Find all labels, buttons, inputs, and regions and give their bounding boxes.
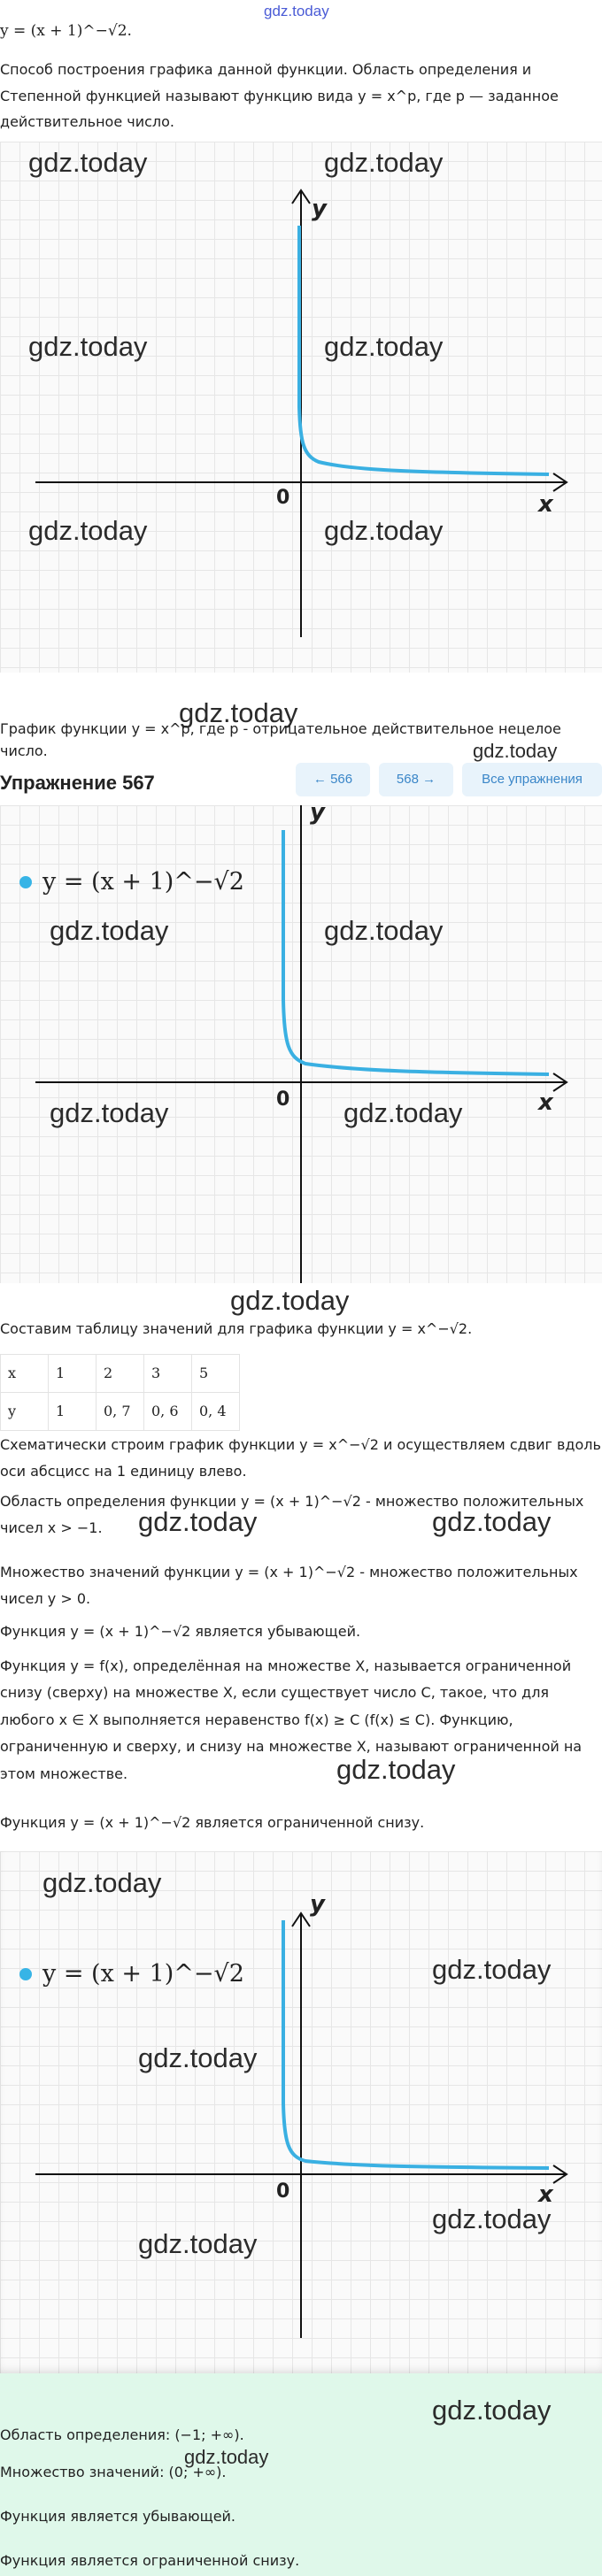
watermark: gdz.today xyxy=(432,1506,552,1537)
solution-paragraph: Функция y = (x + 1)^−√2 является убывающей. xyxy=(0,1623,361,1640)
watermark: gdz.today xyxy=(138,2042,258,2073)
table-cell: 0, 4 xyxy=(192,1393,240,1431)
solution-paragraph: Множество значений функции y = (x + 1)^−√2 - множество положительных чисел y > 0. xyxy=(0,1564,578,1607)
y-axis-label: y xyxy=(310,799,325,826)
watermark: gdz.today xyxy=(138,1506,258,1537)
watermark: gdz.today xyxy=(324,331,444,362)
solution-paragraph: Схематически строим график функции y = x^−√2 и осуществляем сдвиг вдоль оси абсцисс на 1 единицу влево. xyxy=(0,1436,601,1480)
theory-paragraph: Способ построения графика данной функции. Область определения и Степенной функцией называют функцию вида y = x^p, где p — заданное действительное число. xyxy=(0,61,559,131)
arrow-left-icon: ← xyxy=(313,772,331,788)
graph-legend: y = (x + 1)^−√2 xyxy=(42,868,244,896)
exercise-title: Упражнение 567 xyxy=(0,772,155,794)
exercise-header xyxy=(0,761,602,804)
watermark: gdz.today xyxy=(336,1754,456,1785)
answer-decreasing: Функция является убывающей. xyxy=(0,2508,236,2525)
prev-exercise-button[interactable]: ← 566 xyxy=(296,763,370,796)
watermark: gdz.today xyxy=(50,915,169,946)
watermark: gdz.today xyxy=(432,1954,552,1985)
all-exercises-button[interactable]: Все упражнения xyxy=(462,763,602,796)
answer-range: Множество значений: (0; +∞). xyxy=(0,2464,227,2480)
watermark: gdz.today xyxy=(432,2203,552,2234)
table-header-cell: y xyxy=(1,1393,49,1431)
graph-caption: График функции y = x^p, где p - отрицательное действительное нецелое число. xyxy=(0,720,561,759)
x-axis-label: x xyxy=(538,491,553,518)
watermark: gdz.today xyxy=(324,515,444,546)
table-row xyxy=(1,1355,240,1393)
legend-dot-icon xyxy=(19,1968,32,1980)
x-axis-label: x xyxy=(538,2181,553,2208)
exercise-graph xyxy=(0,799,602,1283)
arrow-right-icon: → xyxy=(418,772,436,788)
solution-paragraph: Функция y = f(x), определённая на множестве X, называется ограниченной снизу (сверху) на множестве X, если существует число C, такое, что для любого x ∈ X выполняется неравенство f(x) ≥ C (f(x) ≤ C). Функцию, ограниченную и сверху, и снизу на множестве X, называют ограниченной на этом множестве. xyxy=(0,1657,583,1782)
y-axis-label: y xyxy=(312,196,327,222)
watermark: gdz.today xyxy=(138,2228,258,2259)
site-logo[interactable]: gdz.today xyxy=(264,3,329,19)
origin-label: 0 xyxy=(276,487,290,509)
answer-bounded: Функция является ограниченной снизу. xyxy=(0,2552,300,2569)
watermark: gdz.today xyxy=(324,915,444,946)
watermark: gdz.today xyxy=(28,515,148,546)
origin-label: 0 xyxy=(276,2180,290,2203)
table-row xyxy=(1,1393,240,1431)
answer-block xyxy=(0,2373,602,2576)
table-cell: 3 xyxy=(144,1355,192,1393)
final-graph xyxy=(0,1851,602,2373)
answer-domain: Область определения: (−1; +∞). xyxy=(0,2426,244,2443)
watermark: gdz.today xyxy=(324,147,444,178)
table-cell: 0, 6 xyxy=(144,1393,192,1431)
watermark: gdz.today xyxy=(179,697,298,728)
table-intro: Составим таблицу значений для графика функции y = x^−√2. xyxy=(0,1320,473,1337)
watermark: gdz.today xyxy=(184,2446,269,2468)
legend-dot-icon xyxy=(19,876,32,888)
watermark: gdz.today xyxy=(473,740,558,762)
table-cell: 1 xyxy=(49,1355,96,1393)
theory-formula: y = (x + 1)^−√2. xyxy=(0,22,132,40)
origin-label: 0 xyxy=(276,1088,290,1111)
theory-graph xyxy=(0,142,602,673)
watermark: gdz.today xyxy=(343,1097,463,1128)
values-table xyxy=(0,1354,240,1431)
watermark: gdz.today xyxy=(28,147,148,178)
table-cell: 0, 7 xyxy=(96,1393,144,1431)
solution-paragraph: Функция y = (x + 1)^−√2 является ограниченной снизу. xyxy=(0,1814,425,1831)
watermark: gdz.today xyxy=(432,2395,552,2426)
y-axis-label: y xyxy=(310,1891,325,1918)
table-cell: 2 xyxy=(96,1355,144,1393)
watermark: gdz.today xyxy=(28,331,148,362)
table-header-cell: x xyxy=(1,1355,49,1393)
x-axis-label: x xyxy=(538,1089,553,1116)
next-exercise-button[interactable]: 568 → xyxy=(379,763,453,796)
solution-paragraph: Область определения функции y = (x + 1)^−√2 - множество положительных чисел x > −1. xyxy=(0,1493,584,1536)
watermark: gdz.today xyxy=(230,1285,350,1316)
table-cell: 1 xyxy=(49,1393,96,1431)
watermark: gdz.today xyxy=(42,1867,162,1898)
graph-legend: y = (x + 1)^−√2 xyxy=(42,1960,244,1988)
watermark: gdz.today xyxy=(50,1097,169,1128)
table-cell: 5 xyxy=(192,1355,240,1393)
